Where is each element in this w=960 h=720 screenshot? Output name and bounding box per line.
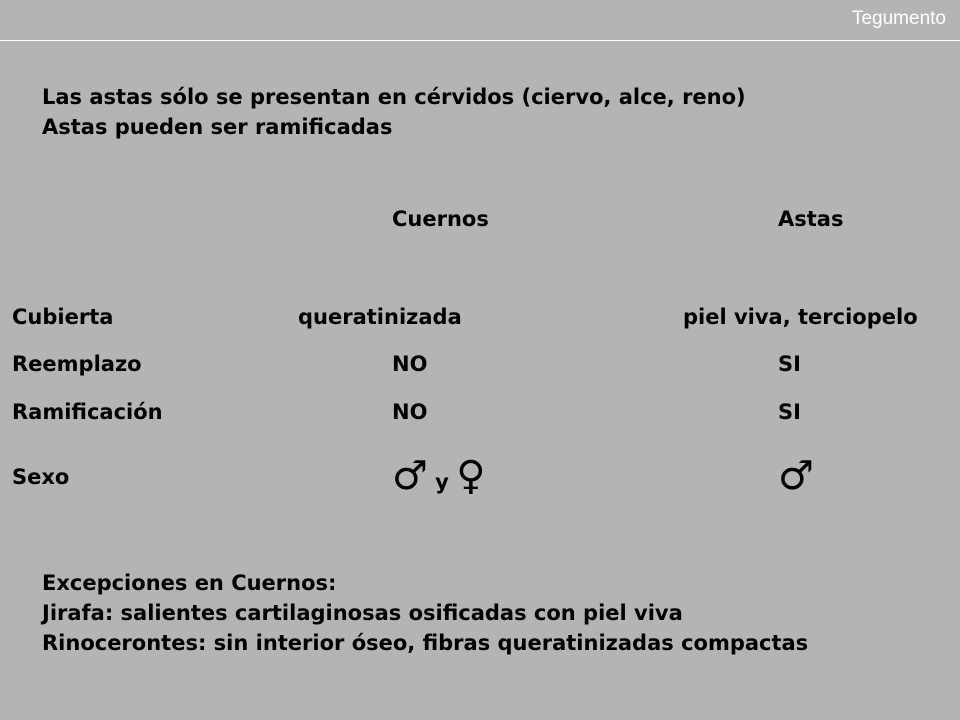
cell-sexo-astas — [778, 454, 814, 498]
intro-line: Las astas sólo se presentan en cérvidos (ciervo, alce, reno) — [42, 85, 746, 109]
cell-ramificacion-cuernos: NO — [392, 400, 428, 424]
exception-line: Rinocerontes: sin interior óseo, fibras queratinizadas compactas — [42, 631, 809, 655]
exception-line: Jirafa: salientes cartilaginosas osificadas con piel viva — [42, 601, 683, 625]
male-symbol-icon: ♂ — [778, 453, 814, 499]
row-label-sexo: Sexo — [12, 465, 70, 489]
cell-reemplazo-cuernos: NO — [392, 352, 428, 376]
header-divider — [0, 40, 960, 41]
column-header-cuernos: Cuernos — [392, 207, 489, 231]
female-symbol-icon: ♀ — [456, 453, 486, 499]
cell-sexo-cuernos — [392, 454, 485, 498]
intro-line: Astas pueden ser ramificadas — [42, 115, 393, 139]
intro-text — [42, 82, 746, 142]
row-label-ramificacion: Ramificación — [12, 400, 163, 424]
cell-reemplazo-astas: SI — [778, 352, 801, 376]
exceptions-heading: Excepciones en Cuernos: — [42, 571, 337, 595]
row-label-reemplazo: Reemplazo — [12, 352, 142, 376]
cell-cubierta-astas: piel viva, terciopelo — [683, 305, 918, 329]
row-label-cubierta: Cubierta — [12, 305, 114, 329]
conjunction-text: y — [435, 470, 449, 494]
male-symbol-icon: ♂ — [392, 453, 428, 499]
column-header-astas: Astas — [778, 207, 844, 231]
cell-cubierta-cuernos: queratinizada — [298, 305, 462, 329]
cell-ramificacion-astas: SI — [778, 400, 801, 424]
slide-section-title: Tegumento — [851, 8, 946, 29]
exceptions-text — [42, 568, 808, 658]
